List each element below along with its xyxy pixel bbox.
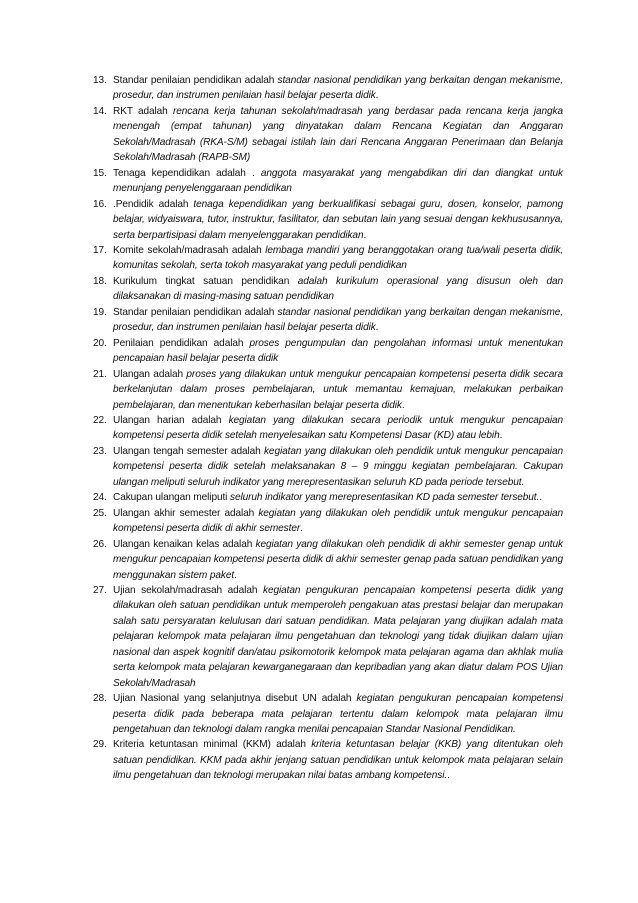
item-term: Kurikulum tingkat satuan pendidikan bbox=[113, 275, 298, 287]
item-number: 26. bbox=[93, 538, 107, 550]
item-ending: . bbox=[363, 229, 367, 241]
item-definition: standar nasional pendidikan yang berkaitan dengan mekanisme, prosedur, dan instrumen penilaian hasil belajar peserta didik bbox=[113, 75, 563, 102]
item-definition: rencana kerja tahunan sekolah/madrasah yang berdasar pada rencana kerja jangka menengah (empat tahunan) yang dinyatakan dalam Rencana Kegiatan dan Anggaran Sekolah/Madrasah (RKA-S/M) sebagai istilah lain dari Rencana Anggaran Penerimaan dan Belanja Sekolah/Madrasah (RAPB-SM) bbox=[113, 105, 564, 164]
item-definition: lembaga mandiri yang beranggotakan orang tua/wali peserta didik, komunitas sekolah, serta tokoh masyarakat yang peduli pendidikan bbox=[113, 244, 563, 272]
list-item bbox=[93, 444, 563, 490]
item-ending: . bbox=[300, 523, 303, 535]
item-number: 25. bbox=[93, 507, 107, 519]
item-term: RKT adalah bbox=[113, 105, 173, 117]
item-definition: anggota masyarakat yang mengabdikan diri dan diangkat untuk menunjang penyelenggaraan pendidikan bbox=[113, 167, 563, 195]
item-term: Penilaian pendidikan adalah bbox=[113, 337, 250, 349]
list-item bbox=[93, 166, 563, 197]
list-item bbox=[93, 243, 563, 274]
item-term: Standar penilaian pendidikan adalah bbox=[113, 75, 278, 86]
list-item bbox=[93, 506, 563, 537]
list-item bbox=[93, 274, 563, 305]
list-item bbox=[93, 336, 563, 367]
item-definition: proses pengumpulan dan pengolahan informasi untuk menentukan pencapaian hasil belajar peserta didik bbox=[113, 337, 563, 365]
item-definition: kegiatan yang dilakukan oleh pendidik untuk mengukur pencapaian kompetensi peserta didik setelah melaksanakan 8 – 9 minggu kegiatan pembelajaran. Cakupan ulangan meliputi seluruh indikator yang merepresentasikan seluruh KD pada periode tersebut. bbox=[113, 445, 563, 488]
item-number: 18. bbox=[93, 275, 107, 287]
list-item bbox=[93, 305, 563, 336]
item-term: Ulangan tengah semester adalah bbox=[113, 445, 264, 457]
item-definition: proses yang dilakukan untuk mengukur pencapaian kompetensi peserta didik secara berkelanjutan dalam proses pembelajaran, untuk memantau kemajuan, melakukan perbaikan pembelajaran, dan menentukan keberhasilan belajar peserta didik bbox=[113, 368, 563, 411]
item-definition: adalah kurikulum operasional yang disusun oleh dan dilaksanakan di masing-masing satuan pendidikan bbox=[113, 275, 563, 303]
item-ending: . bbox=[499, 430, 503, 442]
list-item bbox=[93, 73, 563, 104]
item-term: Ulangan adalah bbox=[113, 368, 187, 380]
item-term: Ulangan akhir semester adalah bbox=[113, 507, 259, 519]
list-item bbox=[93, 737, 563, 783]
item-number: 28. bbox=[93, 693, 107, 705]
item-number: 14. bbox=[93, 105, 107, 117]
item-definition: seluruh indikator yang merepresentasikan KD pada semester tersebut. bbox=[230, 492, 540, 504]
list-item bbox=[93, 490, 563, 505]
item-term: Ujian sekolah/madrasah adalah bbox=[113, 584, 263, 596]
item-definition: kegiatan yang dilakukan oleh pendidik untuk mengukur pencapaian kompetensi peserta didik di akhir semester bbox=[113, 507, 563, 535]
item-definition: kegiatan yang dilakukan oleh pendidik di akhir semester genap untuk mengukur pencapaian kompetensi peserta didik di akhir semester genap pada satuan pendidikan yang menggunakan sistem paket bbox=[113, 538, 563, 581]
list-item bbox=[93, 104, 563, 166]
list-item bbox=[93, 583, 563, 691]
item-number: 13. bbox=[93, 75, 107, 86]
item-ending: . bbox=[539, 492, 542, 504]
item-ending: . bbox=[447, 770, 450, 782]
item-definition: kriteria ketuntasan belajar (KKB) yang ditentukan oleh satuan pendidikan. KKM pada akhir jenjang satuan pendidikan untuk kelompok mata pelajaran selain ilmu pengetahuan dan teknologi merupakan nilai batas ambang kompetensi. bbox=[113, 739, 563, 782]
item-number: 15. bbox=[93, 167, 107, 179]
definition-list bbox=[93, 73, 563, 784]
item-number: 16. bbox=[93, 198, 107, 210]
item-definition: kegiatan pengukuran pencapaian kompetensi peserta didik yang dilakukan oleh satuan pendidikan untuk memperoleh pengakuan atas prestasi belajar dan merupakan salah satu persyaratan kelulusan dari satuan pendidikan. Mata pelajaran yang diujikan adalah mata pelajaran kelompok mata pelajaran ilmu pengetahuan dan teknologi yang tidak diujikan dalam ujian nasional dan aspek kognitif dan/atau psikomotorik kelompok mata pelajaran agama dan akhlak mulia serta kelompok mata pelajaran kewarganegaraan dan kepribadian yang akan diatur dalam POS Ujian Sekolah/Madrasah bbox=[113, 584, 563, 689]
item-definition: tenaga kependidikan yang berkualifikasi sebagai guru, dosen, konselor, pamong belajar, widyaiswara, tutor, instruktur, fasilitator, dan sebutan lain yang sesuai dengan kekhususannya, serta berpartisipasi dalam menyelenggarakan pendidikan bbox=[113, 198, 563, 241]
item-ending: . bbox=[401, 399, 405, 411]
item-number: 19. bbox=[93, 306, 107, 318]
list-item bbox=[93, 691, 563, 737]
item-number: 22. bbox=[93, 414, 107, 426]
item-definition: kegiatan yang dilakukan secara periodik untuk mengukur pencapaian kompetensi peserta didik setelah menyelesaikan satu Kompetensi Dasar (KD) atau lebih bbox=[113, 414, 564, 442]
item-term: Tenaga kependidikan adalah . bbox=[113, 167, 261, 179]
list-item bbox=[93, 413, 563, 444]
item-number: 29. bbox=[93, 739, 107, 751]
item-term: Kriteria ketuntasan minimal (KKM) adalah bbox=[113, 739, 312, 751]
list-item bbox=[93, 197, 563, 243]
item-number: 20. bbox=[93, 337, 107, 349]
item-number: 27. bbox=[93, 584, 107, 596]
item-term: Komite sekolah/madrasah adalah bbox=[113, 244, 266, 256]
item-ending: . bbox=[234, 569, 237, 581]
list-item bbox=[93, 537, 563, 583]
item-term: .Pendidik adalah bbox=[113, 198, 194, 210]
item-ending: . bbox=[375, 322, 379, 334]
item-term: Standar penilaian pendidikan adalah bbox=[113, 306, 278, 318]
item-definition: kegiatan pengukuran pencapaian kompetensi peserta didik pada beberapa mata pelajaran tertentu dalam kelompok mata pelajaran ilmu pengetahuan dan teknologi dalam rangka menilai pencapaian Standar Nasional Pendidikan. bbox=[113, 693, 564, 736]
item-number: 17. bbox=[93, 244, 107, 256]
item-term: Ulangan kenaikan kelas adalah bbox=[113, 538, 256, 550]
list-item bbox=[93, 367, 563, 413]
item-term: Cakupan ulangan meliputi bbox=[113, 492, 231, 504]
item-number: 23. bbox=[93, 445, 107, 457]
item-term: Ulangan harian adalah bbox=[113, 414, 229, 426]
item-ending: . bbox=[375, 90, 379, 102]
item-term: Ujian Nasional yang selanjutnya disebut UN adalah bbox=[113, 693, 357, 705]
item-number: 24. bbox=[93, 492, 107, 504]
item-number: 21. bbox=[93, 368, 107, 380]
item-definition: standar nasional pendidikan yang berkaitan dengan mekanisme, prosedur, dan instrumen penilaian hasil belajar peserta didik bbox=[113, 306, 563, 334]
